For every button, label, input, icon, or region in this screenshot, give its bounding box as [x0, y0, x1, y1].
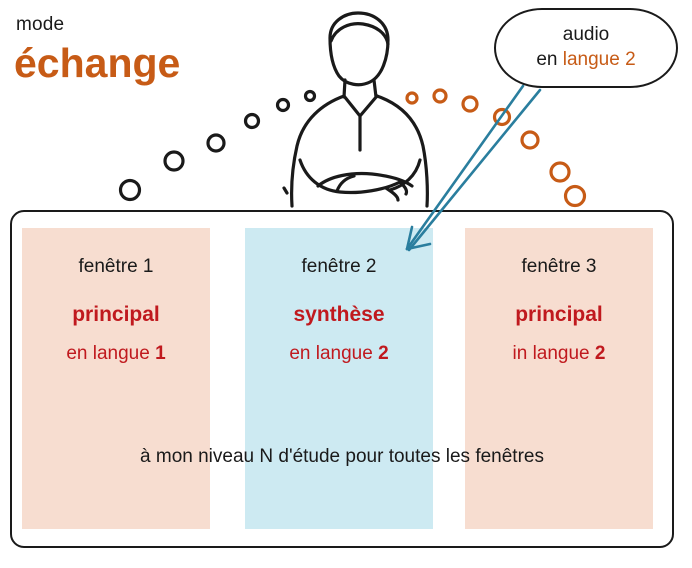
window-2-main: synthèse: [293, 303, 385, 326]
window-1-main: principal: [72, 303, 160, 326]
bubble-line-2-accent: langue 2: [562, 49, 636, 71]
window-column-3: [465, 228, 653, 529]
window-1-sub-number: 1: [155, 343, 166, 364]
window-column-2: [245, 228, 433, 529]
window-1-sub: [22, 343, 210, 365]
window-column-1: [22, 228, 210, 529]
window-2-sub: [245, 343, 433, 365]
window-3-sub-prefix: in langue: [512, 343, 595, 364]
bubble-line-2-prefix: en: [536, 49, 563, 71]
page-title: échange: [14, 40, 181, 86]
bubble-line-1: audio: [562, 24, 610, 45]
footnote: à mon niveau N d'étude pour toutes les fenêtres: [140, 446, 544, 467]
window-3-main: principal: [515, 303, 603, 326]
bubble-line-2: [496, 48, 676, 72]
window-3-title: fenêtre 3: [521, 256, 597, 277]
window-2-sub-prefix: en langue: [289, 343, 379, 364]
window-2-title: fenêtre 2: [301, 256, 377, 277]
window-2-sub-number: 2: [378, 343, 389, 364]
window-1-title: fenêtre 1: [78, 256, 154, 277]
window-3-sub: [465, 343, 653, 365]
window-1-sub-prefix: en langue: [66, 343, 156, 364]
speech-bubble: [494, 8, 678, 88]
mode-label: mode: [16, 14, 65, 35]
window-3-sub-number: 2: [594, 343, 606, 364]
